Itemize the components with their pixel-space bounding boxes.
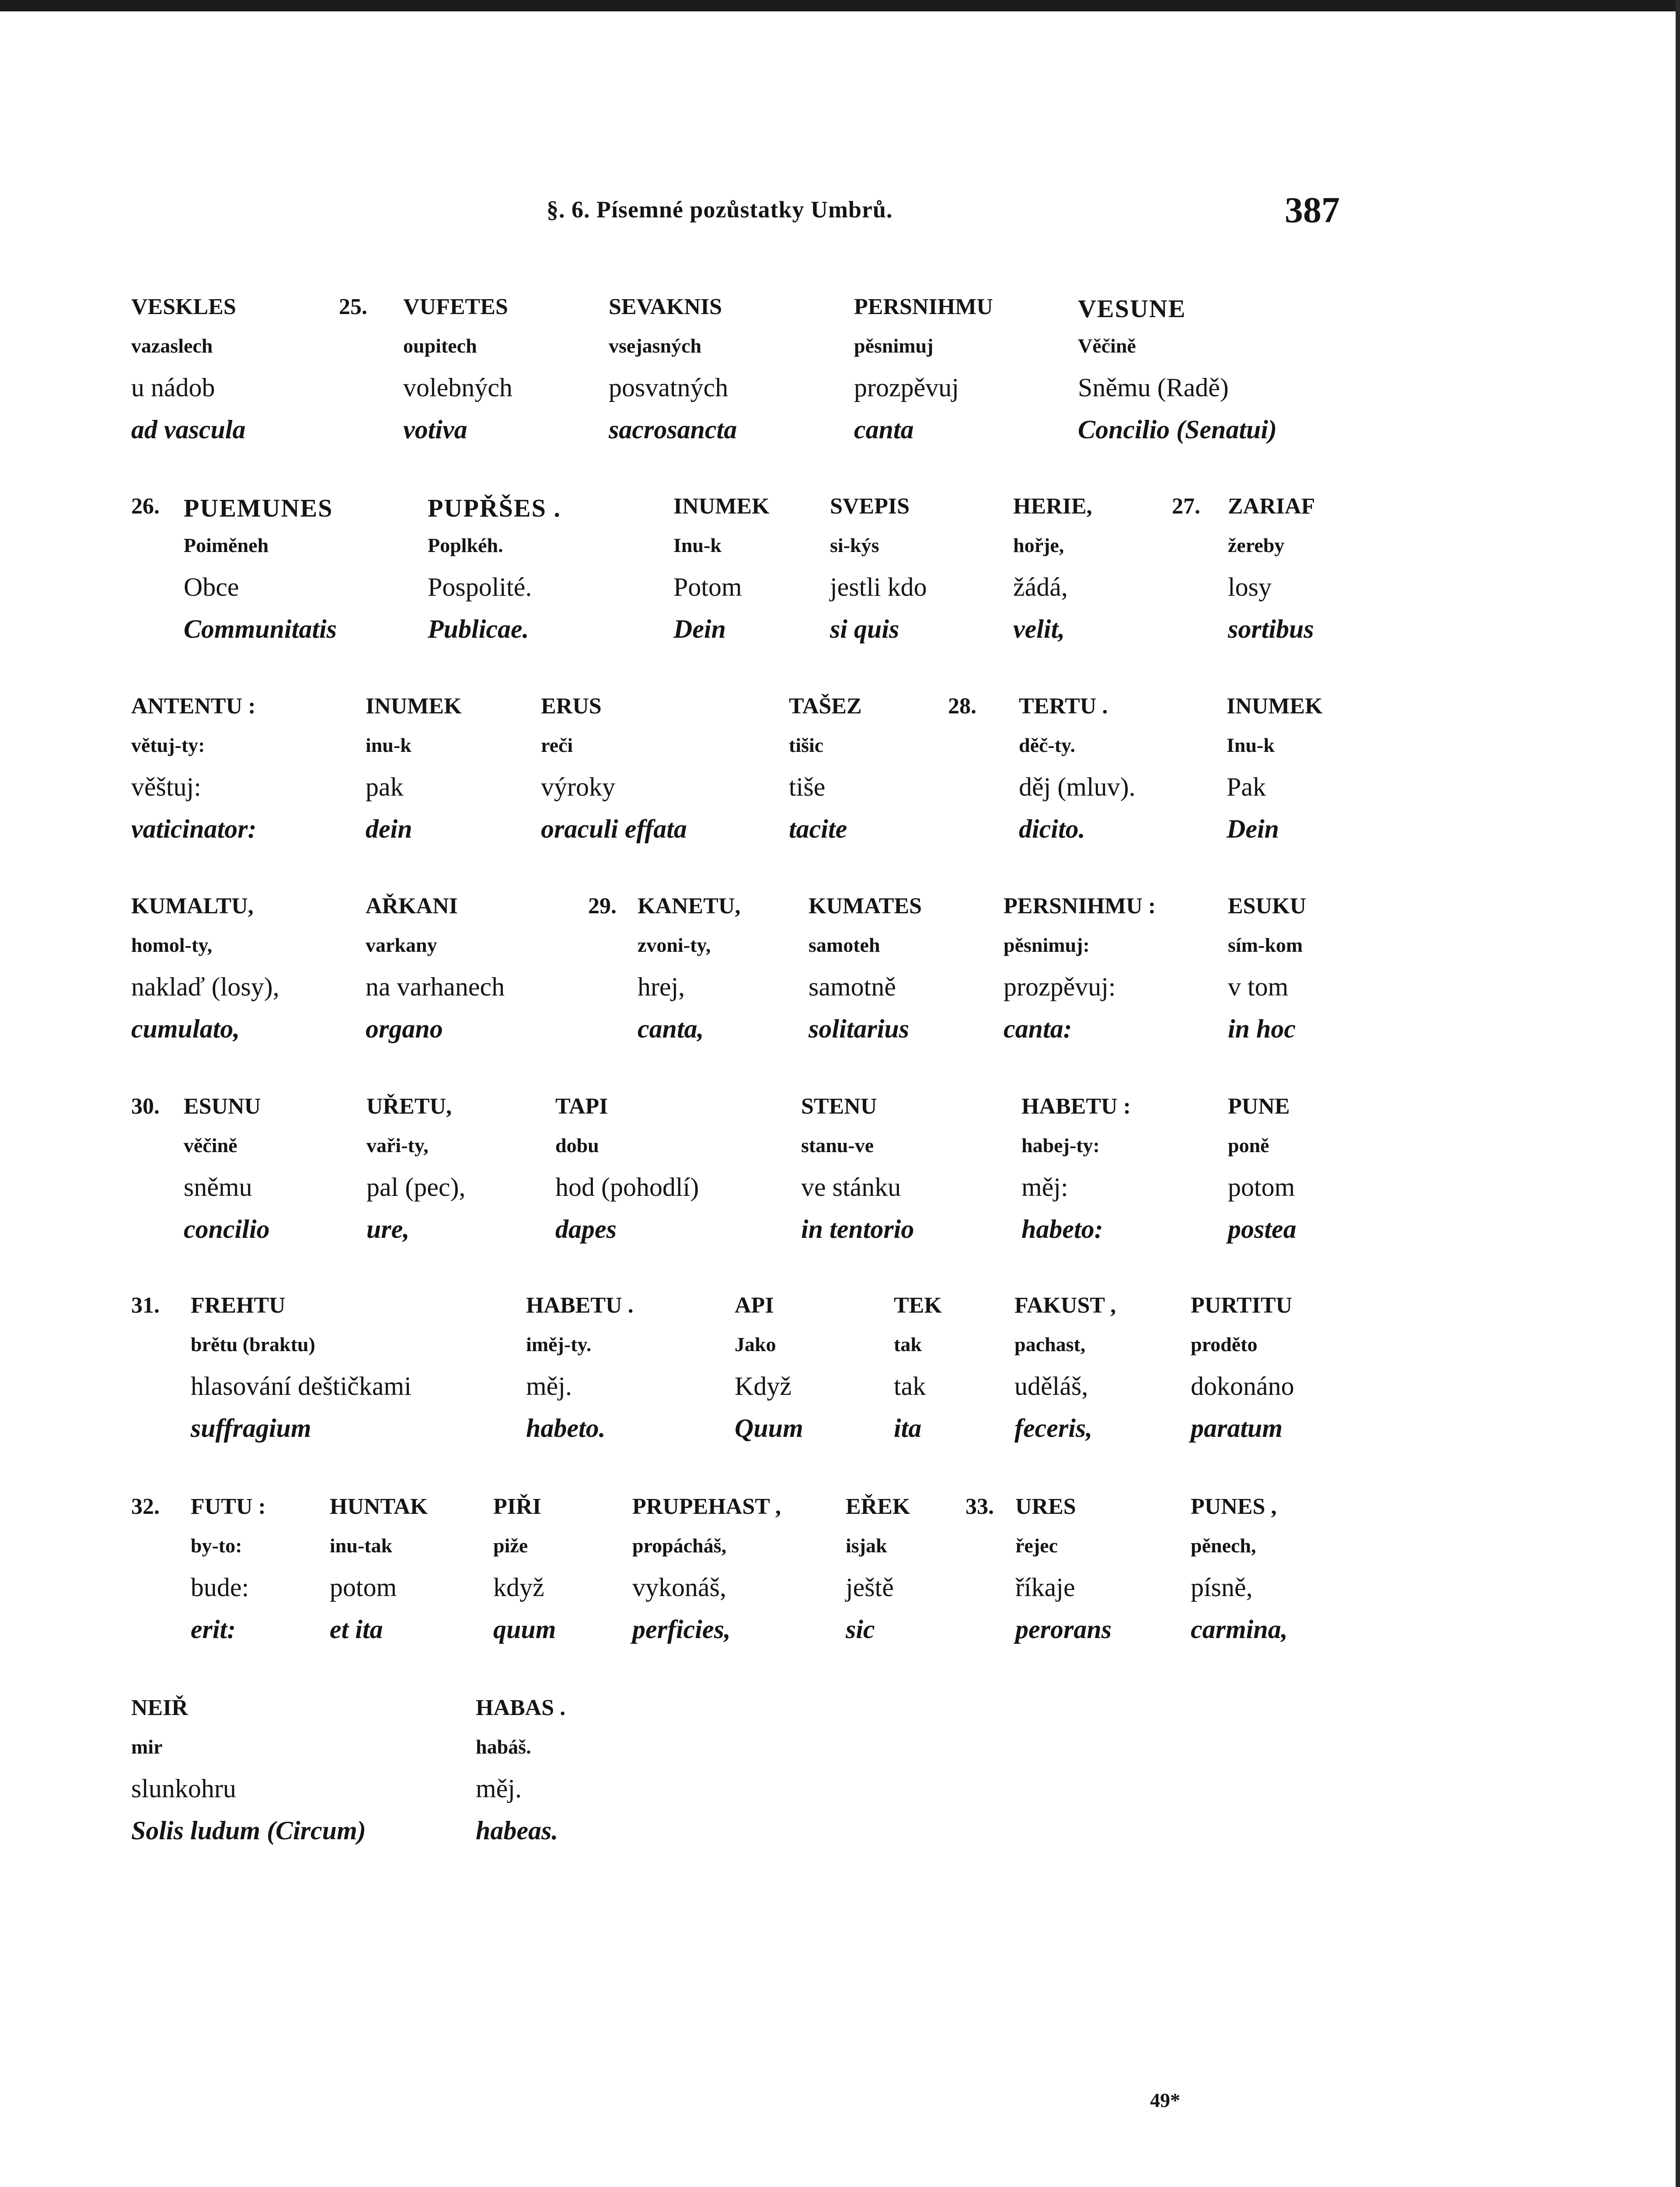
latin-translation: dapes	[555, 1215, 617, 1244]
phonetic-gloss: samoteh	[809, 934, 880, 956]
phonetic-gloss: Inu-k	[673, 534, 721, 556]
phonetic-gloss: žereby	[1228, 534, 1285, 556]
czech-translation: žádá,	[1013, 573, 1068, 601]
latin-translation: cumulato,	[131, 1014, 240, 1043]
phonetic-gloss: zvoni-ty,	[638, 934, 711, 956]
verse-block-28	[0, 693, 1680, 899]
latin-translation: suffragium	[191, 1414, 311, 1443]
phonetic-gloss: vazaslech	[131, 335, 213, 357]
latin-translation: in hoc	[1228, 1014, 1296, 1043]
umbrian-word: HABAS .	[476, 1695, 566, 1720]
phonetic-gloss: pachast,	[1014, 1333, 1086, 1356]
latin-translation: Concilio (Senatui)	[1078, 415, 1277, 444]
czech-translation: uděláš,	[1014, 1372, 1088, 1401]
czech-translation: Obce	[184, 573, 239, 601]
czech-translation: hrej,	[638, 972, 685, 1001]
umbrian-word: UŘETU,	[366, 1094, 452, 1119]
phonetic-gloss: pěnech,	[1191, 1534, 1256, 1557]
phonetic-gloss: Inu-k	[1227, 734, 1275, 756]
czech-translation: když	[493, 1573, 544, 1602]
verse-block-24-25	[0, 294, 1680, 500]
latin-translation: votiva	[403, 415, 467, 444]
phonetic-gloss: isjak	[846, 1534, 887, 1557]
phonetic-gloss: poně	[1228, 1134, 1269, 1156]
phonetic-gloss: děč-ty.	[1019, 734, 1076, 756]
phonetic-gloss: oupitech	[403, 335, 477, 357]
umbrian-word: KUMATES	[809, 894, 922, 919]
czech-translation: Pospolité.	[428, 573, 532, 601]
phonetic-gloss: varkany	[366, 934, 437, 956]
umbrian-word: VESUNE	[1078, 294, 1186, 323]
umbrian-word: SVEPIS	[830, 494, 910, 519]
czech-translation: samotně	[809, 972, 896, 1001]
verse-block-31	[0, 1293, 1680, 1498]
czech-translation: hod (pohodlí)	[555, 1173, 699, 1202]
phonetic-gloss: iměj-ty.	[526, 1333, 592, 1356]
signature-mark: 49*	[1150, 2089, 1180, 2111]
latin-translation: in tentorio	[801, 1215, 914, 1244]
line-number: 28.	[948, 694, 976, 719]
umbrian-word: EŘEK	[846, 1494, 910, 1519]
umbrian-word: VESKLES	[131, 294, 236, 319]
verse-block-32-33	[0, 1494, 1680, 1699]
phonetic-gloss: pěsnimuj	[854, 335, 934, 357]
phonetic-gloss: vaři-ty,	[366, 1134, 429, 1156]
latin-translation: dein	[366, 814, 412, 843]
umbrian-word: ESUKU	[1228, 894, 1307, 919]
umbrian-word: TAŠEZ	[789, 694, 862, 719]
latin-translation: sic	[846, 1615, 875, 1644]
latin-translation: canta:	[1004, 1014, 1072, 1043]
latin-translation: velit,	[1013, 615, 1065, 643]
phonetic-gloss: habej-ty:	[1021, 1134, 1100, 1156]
umbrian-word: HABETU :	[1021, 1094, 1131, 1119]
czech-translation: prozpěvuj:	[1004, 972, 1116, 1001]
latin-translation: habeas.	[476, 1816, 558, 1845]
line-number: 29.	[588, 894, 617, 919]
latin-translation: habeto.	[526, 1414, 606, 1443]
latin-translation: erit:	[191, 1615, 236, 1644]
umbrian-word: PERSNIHMU	[854, 294, 993, 319]
phonetic-gloss: inu-tak	[330, 1534, 393, 1557]
czech-translation: tiše	[789, 772, 826, 801]
latin-translation: concilio	[184, 1215, 270, 1244]
czech-translation: Pak	[1227, 772, 1266, 801]
czech-translation: u nádob	[131, 373, 215, 402]
umbrian-word: PUNE	[1228, 1094, 1290, 1119]
phonetic-gloss: věčině	[184, 1134, 237, 1156]
umbrian-word: TEK	[894, 1293, 942, 1318]
latin-translation: dicito.	[1019, 814, 1085, 843]
czech-translation: hlasování deštičkami	[191, 1372, 411, 1401]
umbrian-word: STENU	[801, 1094, 877, 1119]
czech-translation: pak	[366, 772, 404, 801]
latin-translation: carmina,	[1191, 1615, 1288, 1644]
line-number: 32.	[131, 1494, 160, 1519]
umbrian-word: ESUNU	[184, 1094, 261, 1119]
umbrian-word: TERTU .	[1019, 694, 1108, 719]
phonetic-gloss: mir	[131, 1736, 163, 1758]
latin-translation: feceris,	[1014, 1414, 1093, 1443]
latin-translation: oraculi effata	[541, 814, 687, 843]
umbrian-word: ZARIAF	[1228, 494, 1315, 519]
czech-translation: potom	[1228, 1173, 1295, 1202]
umbrian-word: INUMEK	[673, 494, 770, 519]
line-number: 26.	[131, 494, 160, 519]
czech-translation: losy	[1228, 573, 1272, 601]
phonetic-gloss: habáš.	[476, 1736, 531, 1758]
umbrian-word: FREHTU	[191, 1293, 286, 1318]
umbrian-word: SEVAKNIS	[609, 294, 722, 319]
phonetic-gloss: propácháš,	[632, 1534, 727, 1557]
latin-translation: ad vascula	[131, 415, 246, 444]
phonetic-gloss: dobu	[555, 1134, 599, 1156]
umbrian-word: NEIŘ	[131, 1695, 188, 1720]
czech-translation: v tom	[1228, 972, 1289, 1001]
latin-translation: Publicae.	[428, 615, 529, 643]
umbrian-word: AŘKANI	[366, 894, 458, 919]
czech-translation: pal (pec),	[366, 1173, 466, 1202]
czech-translation: Když	[735, 1372, 791, 1401]
latin-translation: postea	[1228, 1215, 1297, 1244]
czech-translation: jestli kdo	[830, 573, 927, 601]
verse-block-26-27	[0, 493, 1680, 699]
umbrian-word: FUTU :	[191, 1494, 266, 1519]
umbrian-word: INUMEK	[366, 694, 462, 719]
verse-block-30	[0, 1094, 1680, 1299]
umbrian-word: FAKUST ,	[1014, 1293, 1116, 1318]
phonetic-gloss: si-kýs	[830, 534, 879, 556]
latin-translation: perorans	[1015, 1615, 1112, 1644]
phonetic-gloss: hořje,	[1013, 534, 1064, 556]
latin-translation: Dein	[673, 615, 726, 643]
phonetic-gloss: pěsnimuj:	[1004, 934, 1090, 956]
line-number: 33.	[965, 1494, 994, 1519]
line-number: 27.	[1172, 494, 1200, 519]
latin-translation: tacite	[789, 814, 847, 843]
czech-translation: ještě	[846, 1573, 894, 1602]
latin-translation: paratum	[1191, 1414, 1283, 1443]
umbrian-word: ERUS	[541, 694, 602, 719]
czech-translation: slunkohru	[131, 1774, 236, 1803]
umbrian-word: PUNES ,	[1191, 1494, 1277, 1519]
verse-block-29	[0, 893, 1680, 1099]
czech-translation: ve stánku	[801, 1173, 901, 1202]
czech-translation: potom	[330, 1573, 397, 1602]
umbrian-word: PIŘI	[493, 1494, 541, 1519]
czech-translation: Sněmu (Radě)	[1078, 373, 1229, 402]
latin-translation: vaticinator:	[131, 814, 257, 843]
latin-translation: Dein	[1227, 814, 1279, 843]
umbrian-word: KANETU,	[638, 894, 741, 919]
umbrian-word: HUNTAK	[330, 1494, 428, 1519]
phonetic-gloss: piže	[493, 1534, 528, 1557]
latin-translation: solitarius	[809, 1014, 910, 1043]
czech-translation: měj:	[1021, 1173, 1068, 1202]
phonetic-gloss: větuj-ty:	[131, 734, 205, 756]
czech-translation: děj (mluv).	[1019, 772, 1136, 801]
phonetic-gloss: Poplkéh.	[428, 534, 503, 556]
latin-translation: canta	[854, 415, 914, 444]
latin-translation: si quis	[830, 615, 899, 643]
phonetic-gloss: řejec	[1015, 1534, 1058, 1557]
verse-block-final	[0, 1695, 1680, 1901]
czech-translation: věštuj:	[131, 772, 201, 801]
phonetic-gloss: inu-k	[366, 734, 411, 756]
phonetic-gloss: stanu-ve	[801, 1134, 874, 1156]
umbrian-word: ANTENTU :	[131, 694, 256, 719]
phonetic-gloss: vsejasných	[609, 335, 702, 357]
umbrian-word: PURTITU	[1191, 1293, 1293, 1318]
latin-translation: canta,	[638, 1014, 704, 1043]
latin-translation: ure,	[366, 1215, 410, 1244]
czech-translation: volebných	[403, 373, 512, 402]
czech-translation: říkaje	[1015, 1573, 1075, 1602]
phonetic-gloss: reči	[541, 734, 573, 756]
latin-translation: sortibus	[1228, 615, 1314, 643]
czech-translation: Potom	[673, 573, 742, 601]
latin-translation: ita	[894, 1414, 922, 1443]
umbrian-word: PERSNIHMU :	[1004, 894, 1156, 919]
phonetic-gloss: sím-kom	[1228, 934, 1303, 956]
phonetic-gloss: Věčině	[1078, 335, 1136, 357]
umbrian-word: PUEMUNES	[184, 494, 333, 522]
latin-translation: Communitatis	[184, 615, 337, 643]
umbrian-word: HERIE,	[1013, 494, 1092, 519]
running-header: §. 6. Písemné pozůstatky Umbrů.	[547, 196, 893, 223]
umbrian-word: VUFETES	[403, 294, 508, 319]
czech-translation: naklaď (losy),	[131, 972, 279, 1001]
phonetic-gloss: brětu (braktu)	[191, 1333, 315, 1356]
phonetic-gloss: homol-ty,	[131, 934, 213, 956]
latin-translation: Solis ludum (Circum)	[131, 1816, 366, 1845]
czech-translation: prozpěvuj	[854, 373, 959, 402]
umbrian-word: HABETU .	[526, 1293, 634, 1318]
czech-translation: měj.	[526, 1372, 572, 1401]
phonetic-gloss: Jako	[735, 1333, 776, 1356]
umbrian-word: TAPI	[555, 1094, 608, 1119]
czech-translation: bude:	[191, 1573, 249, 1602]
latin-translation: quum	[493, 1615, 556, 1644]
czech-translation: sněmu	[184, 1173, 252, 1202]
phonetic-gloss: tak	[894, 1333, 922, 1356]
line-number: 31.	[131, 1293, 160, 1318]
umbrian-word: PRUPEHAST ,	[632, 1494, 781, 1519]
umbrian-word: URES	[1015, 1494, 1076, 1519]
umbrian-word: KUMALTU,	[131, 894, 254, 919]
phonetic-gloss: Poiměneh	[184, 534, 269, 556]
latin-translation: sacrosancta	[609, 415, 737, 444]
umbrian-word: API	[735, 1293, 774, 1318]
czech-translation: vykonáš,	[632, 1573, 726, 1602]
czech-translation: dokonáno	[1191, 1372, 1294, 1401]
line-number: 30.	[131, 1094, 160, 1119]
page-number: 387	[1285, 190, 1340, 231]
line-number: 25.	[339, 294, 367, 319]
umbrian-word: INUMEK	[1227, 694, 1323, 719]
czech-translation: písně,	[1191, 1573, 1253, 1602]
phonetic-gloss: by-to:	[191, 1534, 242, 1557]
latin-translation: Quum	[735, 1414, 803, 1443]
latin-translation: et ita	[330, 1615, 383, 1644]
phonetic-gloss: tišic	[789, 734, 824, 756]
czech-translation: měj.	[476, 1774, 522, 1803]
czech-translation: výroky	[541, 772, 615, 801]
latin-translation: perficies,	[632, 1615, 731, 1644]
latin-translation: habeto:	[1021, 1215, 1103, 1244]
scan-edge-top	[0, 0, 1680, 11]
czech-translation: tak	[894, 1372, 926, 1401]
czech-translation: na varhanech	[366, 972, 505, 1001]
umbrian-word: PUPŘŠES .	[428, 494, 561, 522]
czech-translation: posvatných	[609, 373, 728, 402]
latin-translation: organo	[366, 1014, 443, 1043]
phonetic-gloss: proděto	[1191, 1333, 1258, 1356]
